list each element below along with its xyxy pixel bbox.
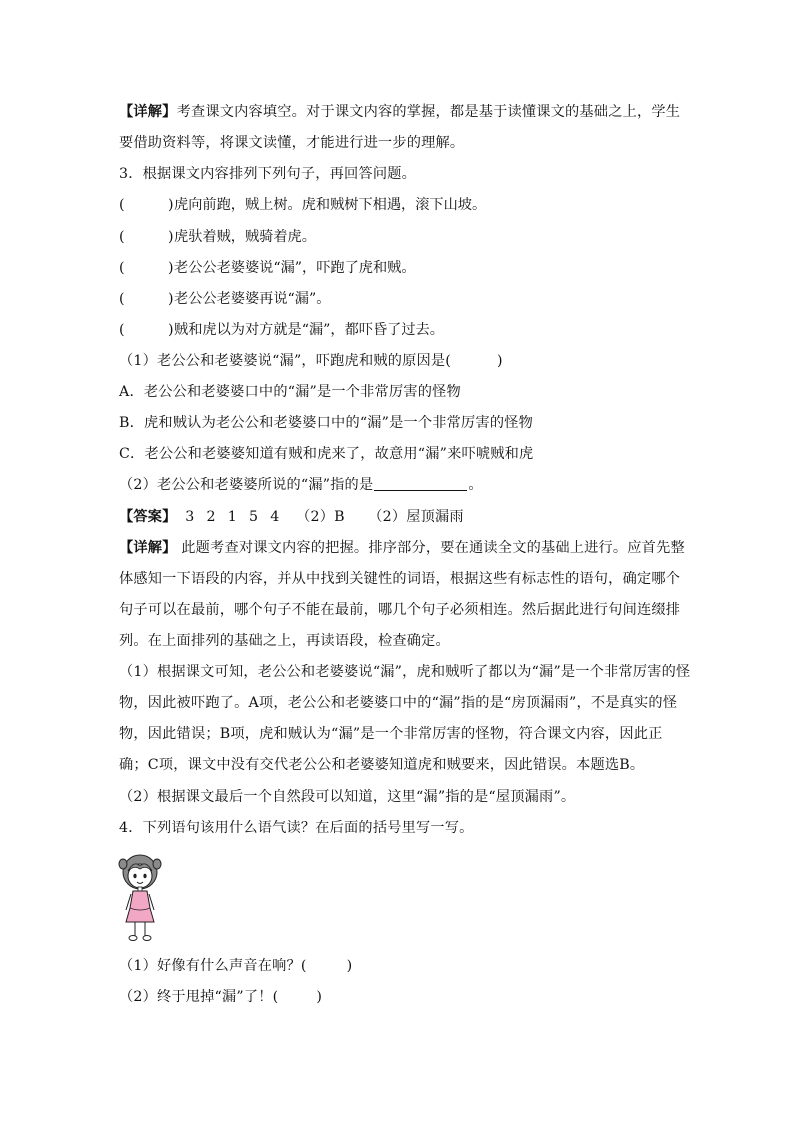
- q3-answer: 【答案】 3 2 1 5 4 （2）B （2）屋顶漏雨: [119, 509, 464, 525]
- q3-analysis-line-2: 体感知一下语段的内容，并从中找到关键性的词语，根据这些有标志性的语句，确定哪个: [119, 571, 681, 587]
- option-c: C．老公公和老婆婆知道有贼和虎来了，故意用“漏”来吓唬贼和虎: [119, 446, 534, 462]
- q4-stem: 4．下列语句该用什么语气读？在后面的括号里写一写。: [119, 820, 474, 836]
- answer-sequence: 3 2 1 5 4: [185, 509, 280, 525]
- q3-sub2: （2）老公公和老婆婆所说的“漏”指的是 。: [119, 477, 483, 493]
- q3-analysis-p1-line-4: 确；C项，课文中没有交代老公公和老婆婆知道虎和贼要来，因此错误。本题选B。: [119, 757, 645, 773]
- q3-analysis-p1-line-3: 物，因此错误；B项，虎和贼认为“漏”是一个非常厉害的怪物，符合课文内容，因此正: [119, 726, 663, 742]
- answer-blank: [374, 476, 467, 491]
- document-page: 【详解】考查课文内容填空。对于课文内容的掌握，都是基于读懂课文的基础之上，学生 要借助资料等，将课文读懂，才能进行进一步的理解。 3．根据课文内容排列下列句子，再回答问题。 ( ) 虎向前跑，贼上树。虎和贼树下相遇，滚下山坡。 ( ) 虎驮着贼，贼骑着虎。 ( ) 老公公老婆婆说“漏”，吓跑了虎和贼。 ( ) 老公公老婆婆再说“漏”。 ( ) 贼和虎以为对方就是“漏”，都吓昏了过去。 （1）老公公和老婆婆说“漏”，吓跑虎和贼的原因是( ) A．老公公和老婆婆口中的“漏”是一个非常厉害的怪物 B．虎和贼认为老公公和老婆婆口中的“漏”是一个非常厉害的怪物 C．老公公和老婆婆知道有贼和虎来了，故意用“漏”来吓唬贼和虎 （2）老公公和老婆婆所说的“漏”指的是 。 【答案】 3 2 1 5 4 （2）B （2）屋顶漏雨 【详解】 此题考查对课文内容的把握。排序部分，要在通读全文的基础上进行。应首先整 体感知一下语段的内容，并从中找到关键性的词语，根据这些有标志性的语句，确定哪个 句子可以在最前，哪个句子不能在最前，哪几个句子必须相连。然后据此进行句间连缀排 列。在上面排列的基础之上，再读语段，检查确定。 （1）根据课文可知，老公公和老婆婆说“漏”，虎和贼听了都以为“漏”是一个非常厉害的怪 物，因此被吓跑了。A项，老公公和老婆婆口中的“漏”指的是“房顶漏雨”，不是真实的怪 物，因此错误；B项，虎和贼认为“漏”是一个非常厉害的怪物，符合课文内容，因此正 确；C项，课文中没有交代老公公和老婆婆知道虎和贼要来，因此错误。本题选B。 （2）根据课文最后一个自然段可以知道，这里“漏”指的是“屋顶漏雨”。 4．下列语句该用什么语气读？在后面的括号里写一写。 （1）好像有什么声音在响？( ) （2）终于甩掉“漏”了！( ): [119, 104, 691, 1005]
- q3-stem: 3．根据课文内容排列下列句子，再回答问题。: [119, 166, 416, 182]
- q2-analysis-line-2: 要借助资料等，将课文读懂，才能进行进一步的理解。: [119, 135, 465, 151]
- q3-sub1: （1）老公公和老婆婆说“漏”，吓跑虎和贼的原因是( ): [119, 353, 503, 369]
- girl-cartoon-icon: [118, 852, 162, 944]
- q3-analysis-p1-line-2: 物，因此被吓跑了。A项，老公公和老婆婆口中的“漏”指的是“房顶漏雨”，不是真实的怪: [119, 695, 678, 711]
- option-b: B．虎和贼认为老公公和老婆婆口中的“漏”是一个非常厉害的怪物: [119, 415, 533, 431]
- q4-sub1: （1）好像有什么声音在响？( ): [119, 958, 353, 974]
- q3-analysis-line-1: 【详解】 此题考查对课文内容的把握。排序部分，要在通读全文的基础上进行。应首先整: [119, 540, 685, 556]
- option-a: A．老公公和老婆婆口中的“漏”是一个非常厉害的怪物: [119, 384, 461, 400]
- q4-sub2: （2）终于甩掉“漏”了！( ): [119, 989, 323, 1005]
- q3-analysis-line-3: 句子可以在最前，哪个句子不能在最前，哪几个句子必须相连。然后据此进行句间连缀排: [119, 602, 681, 618]
- q3-analysis-p1-line-1: （1）根据课文可知，老公公和老婆婆说“漏”，虎和贼听了都以为“漏”是一个非常厉害的怪: [119, 664, 691, 680]
- q3-analysis-p2: （2）根据课文最后一个自然段可以知道，这里“漏”指的是“屋顶漏雨”。: [119, 789, 576, 805]
- q3-analysis-line-4: 列。在上面排列的基础之上，再读语段，检查确定。: [119, 633, 450, 649]
- q2-analysis-line-1: 【详解】考查课文内容填空。对于课文内容的掌握，都是基于读懂课文的基础之上，学生: [119, 104, 681, 120]
